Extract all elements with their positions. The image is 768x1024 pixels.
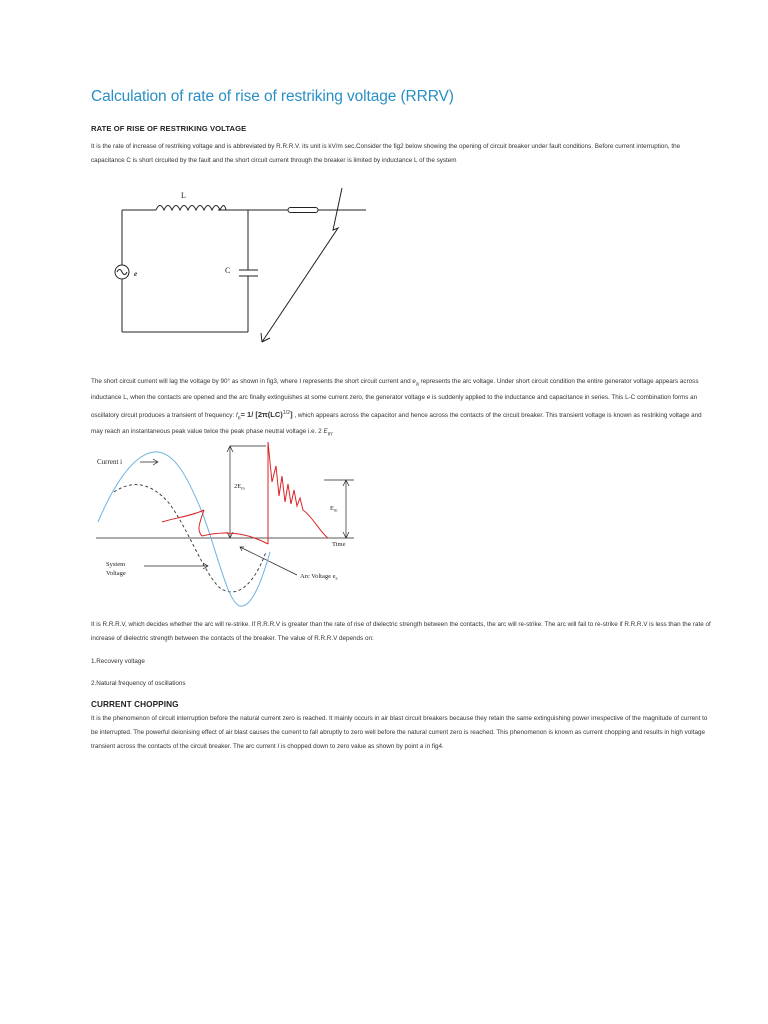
em-label: $E_m$ <box>330 505 338 513</box>
circuit-diagram-fig2 <box>110 182 380 347</box>
paragraph-chopping: It is the phenomenon of circuit interruption before the natural current zero is reached. It mainly occurs in air blast circuit breakers because they retain the same extinguishing power irrespective of the magnitude of current to be interrupted. The powerful deionising effect of air blast causes the current to fall abruptly to zero well before the natural current zero is reached. This phenomenon is known as current chopping and results in high voltage transient across the contacts of the circuit breaker. The arc current I is chopped down to zero value as shown by point a in fig4. <box>91 715 708 751</box>
list-item-recovery: 1.Recovery voltage <box>91 658 145 665</box>
inductor-label: L <box>181 191 186 200</box>
system-voltage-label-line2: Voltage <box>106 570 126 577</box>
paragraph-intro: It is the rate of increase of restriking voltage and is abbreviated by R.R.R.V. its unit is kV/m sec.Consider the fig2 below showing the opening of circuit breaker under fault conditions. Before current interruption, the capacitance C is short circuited by the fault and the short circuit current through the breaker is limited by inductance L of the system <box>91 143 681 165</box>
list-item-frequency: 2.Natural frequency of oscillations <box>91 680 186 687</box>
capacitor-label: C <box>225 266 231 275</box>
waveform-diagram-fig3 <box>92 440 382 612</box>
page-title: Calculation of rate of rise of restriking voltage (RRRV) <box>91 88 454 105</box>
paragraph-rrrv-decides: It is R.R.R.V, which decides whether the arc will re-strike. If R.R.R.V is greater than the rate of rise of dielectric strength between the contacts, the arc will re-strike. The arc will fail to re-strike if R.R.R.V is less than the rate of increase of dielectric strength between the contacts of the breaker. The value of R.R.R.V depends on: <box>91 621 711 643</box>
two-em-label: $2E_m$ <box>234 483 245 491</box>
system-voltage-label-line1: System <box>106 561 126 568</box>
arc-voltage-label: Arc Voltage $e_a$ <box>300 573 338 581</box>
current-label: Current i <box>97 458 123 466</box>
section-heading-chopping: CURRENT CHOPPING <box>91 700 179 709</box>
section-heading-rrrv: RATE OF RISE OF RESTRIKING VOLTAGE <box>91 124 247 133</box>
time-label: Time <box>332 541 346 548</box>
paragraph-transient: The short circuit current will lag the voltage by 90° as shown in fig3, where I represents the short circuit current and $e_a$ represents the arc voltage. Under short circuit condition the entire generator voltage appears across inductance L, when the contacts are opened and the arc finally extinguishes at some current zero, the generator voltage e is suddenly applied to the inductance and capacitance in series. This L-C combination forms an oscillatory circuit produces a transient of frequency: $f_n= 1/$ [2π(LC)$^{1/2}$] , which appears across the capacitor and hence across the contacts of the circuit breaker. This transient voltage is known as restriking voltage and may reach an instantaneous peak value twice the peak phase neutral voltage i.e. 2 $E_m$. <box>91 378 702 438</box>
source-label: e <box>134 270 138 278</box>
